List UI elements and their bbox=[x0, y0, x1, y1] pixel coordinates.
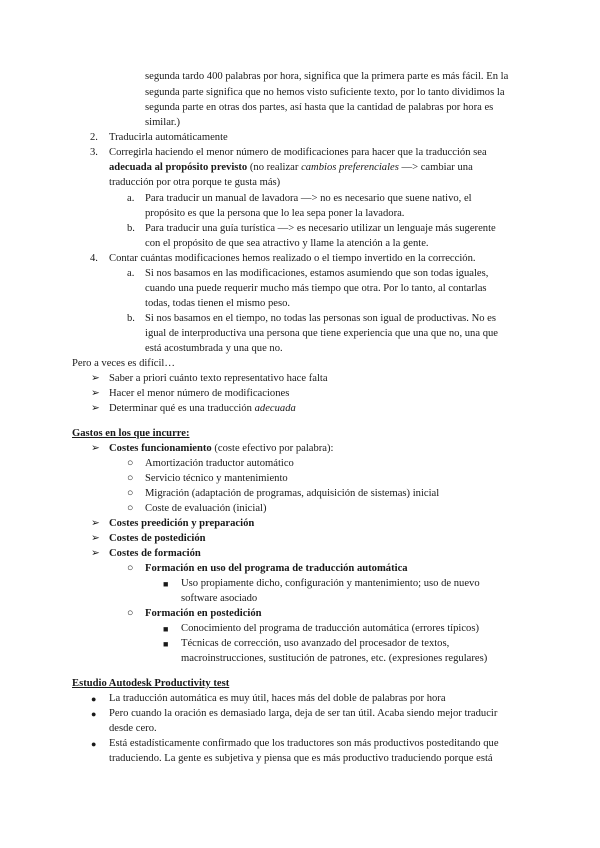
sublist-text: todas, todas tienen el mismo peso. bbox=[145, 298, 291, 309]
disc-bullet-icon: ● bbox=[91, 694, 97, 704]
circle-bullet-icon: ○ bbox=[127, 503, 134, 514]
circle-bullet-icon: ○ bbox=[127, 473, 134, 484]
list-item-text: Traducirla automáticamente bbox=[109, 132, 228, 143]
circle-bullet-icon: ○ bbox=[127, 563, 134, 574]
sublist-text: Para traducir una guía turística —> es necesario utilizar un lenguaje más sugerente bbox=[145, 223, 496, 234]
bullet-text: Técnicas de corrección, uso avanzado del procesador de textos, bbox=[181, 638, 450, 649]
arrow-bullet-icon: ➢ bbox=[91, 443, 100, 454]
sublist-text: está acostumbrada y una que no. bbox=[145, 343, 283, 354]
sublist-letter: b. bbox=[127, 223, 135, 234]
bullet-text bbox=[109, 442, 333, 456]
bold-phrase: adecuada al propósito previsto bbox=[109, 162, 248, 173]
disc-bullet-icon: ● bbox=[91, 709, 97, 719]
sublist-text: igual de interproductiva una persona que tiene experiencia que una que no, una que bbox=[145, 328, 498, 339]
bullet-text: La traducción automática es muy útil, haces más del doble de palabras por hora bbox=[109, 693, 446, 704]
bullet-text: macroinstrucciones, sustitución de patrones, etc. (expresiones regulares) bbox=[181, 653, 488, 664]
list-number: 2. bbox=[90, 132, 98, 143]
paragraph-line: similar.) bbox=[145, 117, 181, 128]
arrow-bullet-icon: ➢ bbox=[91, 533, 100, 544]
bullet-text: Formación en uso del programa de traducción automática bbox=[145, 563, 408, 574]
bold-phrase: Costes funcionamiento bbox=[109, 443, 212, 454]
circle-bullet-icon: ○ bbox=[127, 458, 134, 469]
text-span: (no realizar bbox=[247, 162, 302, 173]
sublist-letter: a. bbox=[127, 268, 135, 279]
sublist-text: propósito es que la persona que lo lea sepa poner la lavadora. bbox=[145, 208, 405, 219]
list-item-text: Corregirla haciendo el menor número de modificaciones para hacer que la traducción sea bbox=[109, 147, 487, 158]
bullet-text: Conocimiento del programa de traducción automática (errores típicos) bbox=[181, 623, 479, 634]
arrow-bullet-icon: ➢ bbox=[91, 388, 100, 399]
sublist-text: con el propósito de que sea atractivo y llame la atención a la gente. bbox=[145, 238, 429, 249]
arrow-bullet-icon: ➢ bbox=[91, 548, 100, 559]
list-number: 4. bbox=[90, 253, 98, 264]
bullet-text bbox=[109, 402, 296, 416]
bullet-text: Costes de formación bbox=[109, 548, 201, 559]
square-bullet-icon: ■ bbox=[163, 639, 169, 649]
bullet-text: Uso propiamente dicho, configuración y mantenimiento; uso de nuevo bbox=[181, 578, 480, 589]
disc-bullet-icon: ● bbox=[91, 739, 97, 749]
bullet-text: Migración (adaptación de programas, adquisición de sistemas) inicial bbox=[145, 488, 440, 499]
arrow-bullet-icon: ➢ bbox=[91, 403, 100, 414]
bullet-text: Formación en postedición bbox=[145, 608, 262, 619]
sublist-text: Si nos basamos en el tiempo, no todas las personas son igual de productivas. No es bbox=[145, 313, 497, 324]
bullet-text: Costes preedición y preparación bbox=[109, 518, 255, 529]
bullet-text: software asociado bbox=[181, 593, 258, 604]
paragraph-line: segunda parte significa que no hemos visto suficiente texto, por lo tanto dividimos la bbox=[145, 87, 505, 98]
bullet-text: Coste de evaluación (inicial) bbox=[145, 503, 267, 514]
bullet-text: Amortización traductor automático bbox=[145, 458, 294, 469]
square-bullet-icon: ■ bbox=[163, 579, 169, 589]
section-heading: Gastos en los que incurre: bbox=[72, 428, 190, 439]
italic-phrase: cambios preferenciales bbox=[301, 162, 399, 173]
list-item-text: traducción por otra porque te gusta más) bbox=[109, 177, 281, 188]
bullet-text: desde cero. bbox=[109, 723, 157, 734]
bullet-text: traduciendo. La gente es subjetiva y piensa que es más productivo traduciendo porque está bbox=[109, 753, 493, 764]
circle-bullet-icon: ○ bbox=[127, 608, 134, 619]
sublist-letter: a. bbox=[127, 193, 135, 204]
sublist-text: Para traducir un manual de lavadora —> no es necesario que suene nativo, el bbox=[145, 193, 472, 204]
bullet-text: Pero cuando la oración es demasiado larga, deja de ser tan útil. Acaba siendo mejor traducir bbox=[109, 708, 498, 719]
paragraph-line: Pero a veces es difícil… bbox=[72, 358, 175, 369]
sublist-text: Si nos basamos en las modificaciones, estamos asumiendo que son todas iguales, bbox=[145, 268, 489, 279]
text-span: (coste efectivo por palabra): bbox=[211, 443, 334, 454]
section-heading: Estudio Autodesk Productivity test bbox=[72, 678, 230, 689]
italic-phrase: adecuada bbox=[254, 403, 296, 414]
sublist-letter: b. bbox=[127, 313, 135, 324]
text-span: Determinar qué es una traducción bbox=[109, 403, 255, 414]
list-item-text bbox=[109, 161, 473, 175]
text-span: —> cambiar una bbox=[398, 162, 473, 173]
list-number: 3. bbox=[90, 147, 98, 158]
arrow-bullet-icon: ➢ bbox=[91, 518, 100, 529]
bullet-text: Hacer el menor número de modificaciones bbox=[109, 388, 290, 399]
bullet-text: Servicio técnico y mantenimiento bbox=[145, 473, 288, 484]
circle-bullet-icon: ○ bbox=[127, 488, 134, 499]
arrow-bullet-icon: ➢ bbox=[91, 373, 100, 384]
paragraph-line: segunda parte en otras dos partes, así hasta que la cantidad de palabras por hora es bbox=[145, 102, 494, 113]
bullet-text: Costes de postedición bbox=[109, 533, 206, 544]
sublist-text: cuando una puede requerir mucho más tiempo que otra. Por lo tanto, al contarlas bbox=[145, 283, 487, 294]
bullet-text: Está estadísticamente confirmado que los traductores son más productivos posteditando que bbox=[109, 738, 499, 749]
paragraph-line: segunda tardo 400 palabras por hora, significa que la primera parte es más fácil. En la bbox=[145, 71, 509, 82]
list-item-text: Contar cuántas modificaciones hemos realizado o el tiempo invertido en la corrección. bbox=[109, 253, 476, 264]
bullet-text: Saber a priori cuánto texto representativo hace falta bbox=[109, 373, 328, 384]
square-bullet-icon: ■ bbox=[163, 624, 169, 634]
